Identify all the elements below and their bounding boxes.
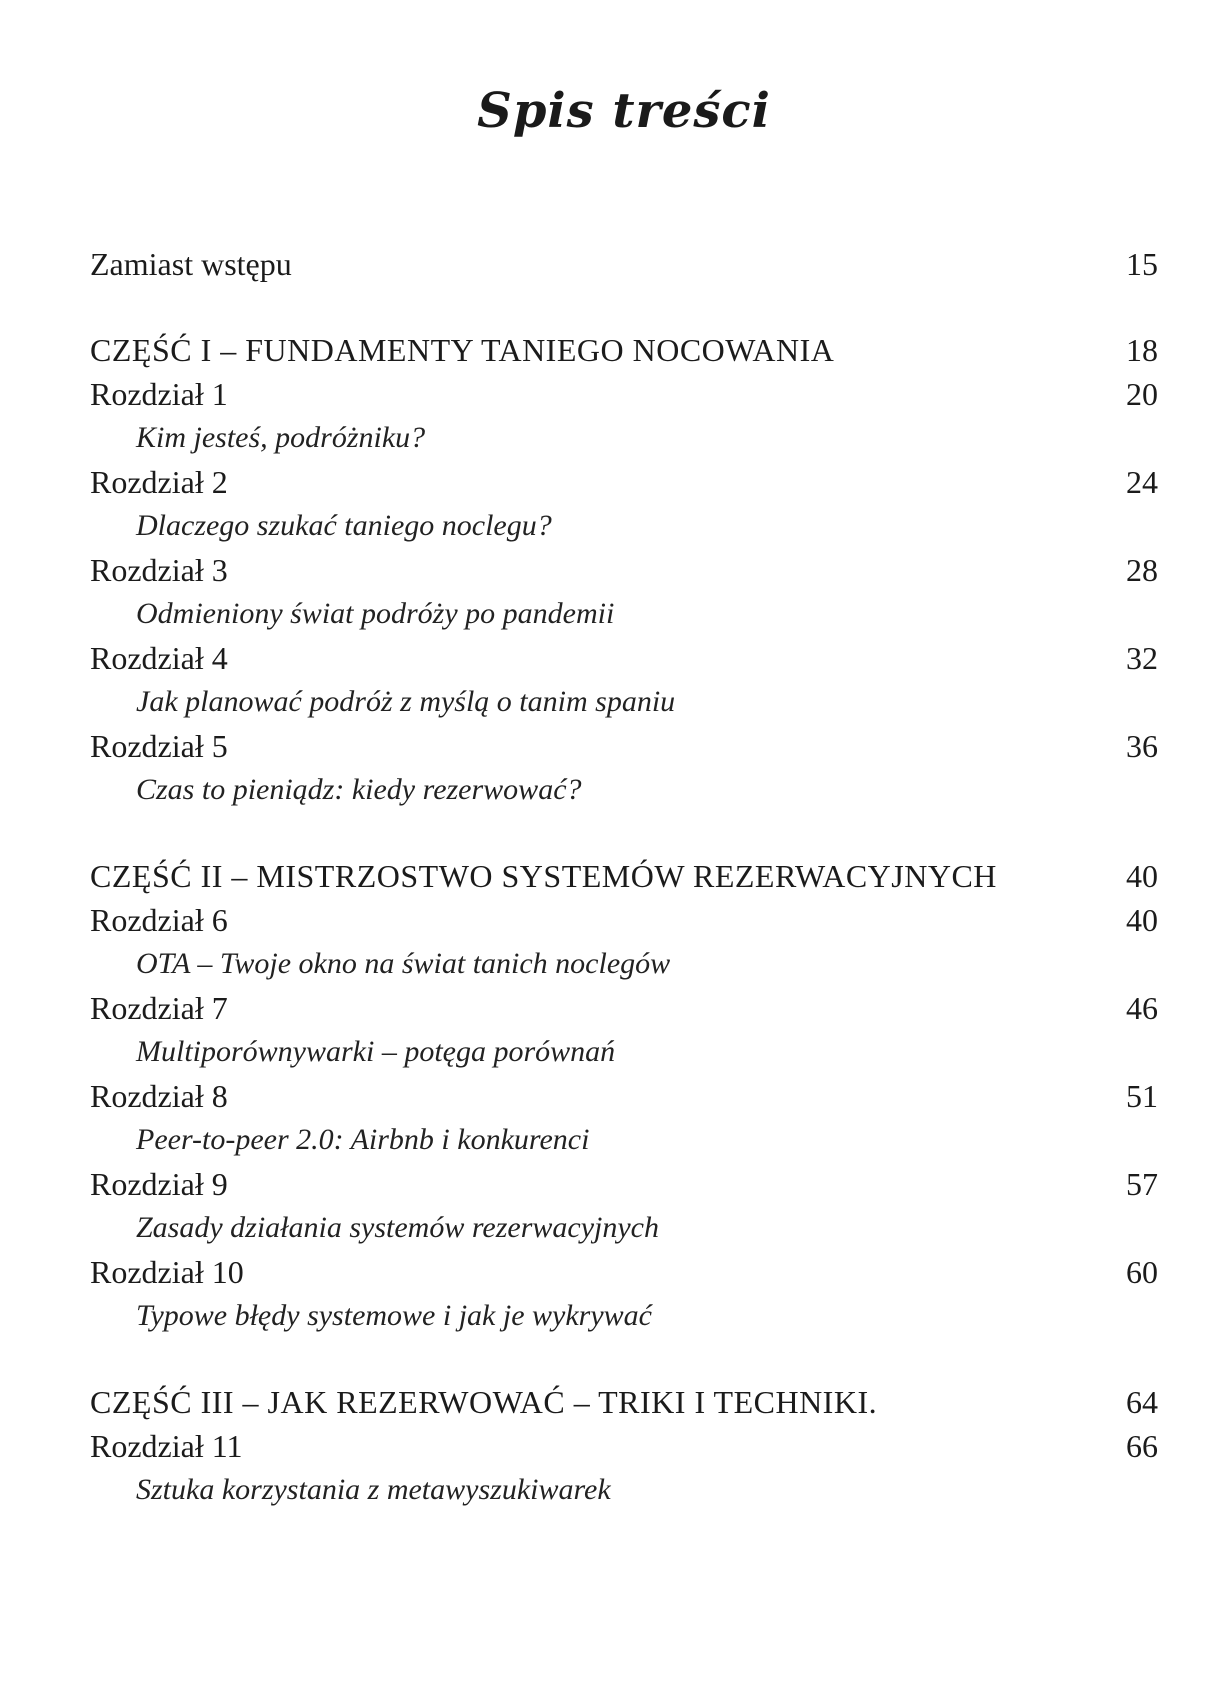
toc-entry-page: 40	[1126, 858, 1158, 894]
toc-entry-row	[90, 548, 1158, 592]
toc-entry-subtitle: Czas to pieniądz: kiedy rezerwować?	[136, 773, 582, 806]
toc-entry-label: Rozdział 11	[90, 1428, 243, 1464]
toc-subtitle-row	[90, 1468, 1158, 1512]
toc-entry-subtitle: OTA – Twoje okno na świat tanich noclegów	[136, 947, 671, 980]
toc-entry-row	[90, 242, 1158, 286]
toc-entry-page: 15	[1126, 246, 1158, 282]
toc-entry-page: 20	[1126, 376, 1158, 412]
toc-entry-label: Rozdział 6	[90, 902, 228, 938]
toc-subtitle-row	[90, 768, 1158, 812]
toc-entry-row	[90, 1424, 1158, 1468]
toc-entry-row	[90, 636, 1158, 680]
toc-entry-label: Rozdział 4	[90, 640, 228, 676]
toc-entry-row	[90, 1380, 1158, 1424]
toc-entry-subtitle: Jak planować podróż z myślą o tanim spaniu	[136, 685, 676, 718]
toc-entry-row	[90, 328, 1158, 372]
toc-entry-row	[90, 898, 1158, 942]
toc-subtitle-row	[90, 680, 1158, 724]
toc-entry-label: Rozdział 1	[90, 376, 228, 412]
toc-entry-subtitle: Typowe błędy systemowe i jak je wykrywać	[136, 1299, 652, 1332]
toc-subtitle-row	[90, 416, 1158, 460]
toc-entry-label: Zamiast wstępu	[90, 246, 292, 282]
toc-entry-page: 66	[1126, 1428, 1158, 1464]
toc-entry-label: CZĘŚĆ III – JAK REZERWOWAĆ – TRIKI I TECHNIKI.	[90, 1384, 878, 1420]
toc-entry-label: Rozdział 3	[90, 552, 228, 588]
toc-subtitle-row	[90, 942, 1158, 986]
toc-entry-page: 40	[1126, 902, 1158, 938]
toc-subtitle-row	[90, 592, 1158, 636]
toc-entry-subtitle: Multiporównywarki – potęga porównań	[136, 1035, 616, 1068]
toc-entry-page: 46	[1126, 990, 1158, 1026]
toc-subtitle-row	[90, 1206, 1158, 1250]
toc-subtitle-row	[90, 504, 1158, 548]
page-title: Spis treści	[477, 83, 771, 139]
toc-entry-subtitle: Odmieniony świat podróży po pandemii	[136, 597, 615, 630]
toc-entry-row	[90, 724, 1158, 768]
toc-entry-label: Rozdział 5	[90, 728, 228, 764]
toc-entry-subtitle: Sztuka korzystania z metawyszukiwarek	[136, 1473, 611, 1506]
toc-subtitle-row	[90, 1118, 1158, 1162]
toc-entry-page: 28	[1126, 552, 1158, 588]
toc-entry-label: Rozdział 10	[90, 1254, 244, 1290]
toc-entry-page: 51	[1126, 1078, 1158, 1114]
toc-entry-label: Rozdział 7	[90, 990, 228, 1026]
toc-entry-page: 64	[1126, 1384, 1158, 1420]
toc-subtitle-row	[90, 1294, 1158, 1338]
toc-entry-label: Rozdział 9	[90, 1166, 228, 1202]
toc-subtitle-row	[90, 1030, 1158, 1074]
toc-entry-subtitle: Zasady działania systemów rezerwacyjnych	[136, 1211, 659, 1244]
toc-entry-row	[90, 460, 1158, 504]
toc-entry-page: 32	[1126, 640, 1158, 676]
toc-entry-row	[90, 1074, 1158, 1118]
toc-entry-label: Rozdział 8	[90, 1078, 228, 1114]
toc-entry-page: 60	[1126, 1254, 1158, 1290]
toc-entry-subtitle: Peer-to-peer 2.0: Airbnb i konkurenci	[136, 1123, 590, 1156]
toc-entry-page: 57	[1126, 1166, 1158, 1202]
toc-entry-row	[90, 372, 1158, 416]
toc-entry-label: Rozdział 2	[90, 464, 228, 500]
toc-list	[0, 242, 1216, 1512]
toc-entry-row	[90, 1162, 1158, 1206]
toc-entry-subtitle: Kim jesteś, podróżniku?	[136, 421, 426, 454]
toc-entry-page: 18	[1126, 332, 1158, 368]
toc-entry-subtitle: Dlaczego szukać taniego noclegu?	[136, 509, 552, 542]
toc-entry-label: CZĘŚĆ I – FUNDAMENTY TANIEGO NOCOWANIA	[90, 332, 835, 368]
toc-entry-page: 24	[1126, 464, 1158, 500]
toc-entry-row	[90, 986, 1158, 1030]
toc-entry-row	[90, 1250, 1158, 1294]
toc-entry-row	[90, 854, 1158, 898]
toc-entry-page: 36	[1126, 728, 1158, 764]
toc-entry-label: CZĘŚĆ II – MISTRZOSTWO SYSTEMÓW REZERWACYJNYCH	[90, 858, 997, 894]
